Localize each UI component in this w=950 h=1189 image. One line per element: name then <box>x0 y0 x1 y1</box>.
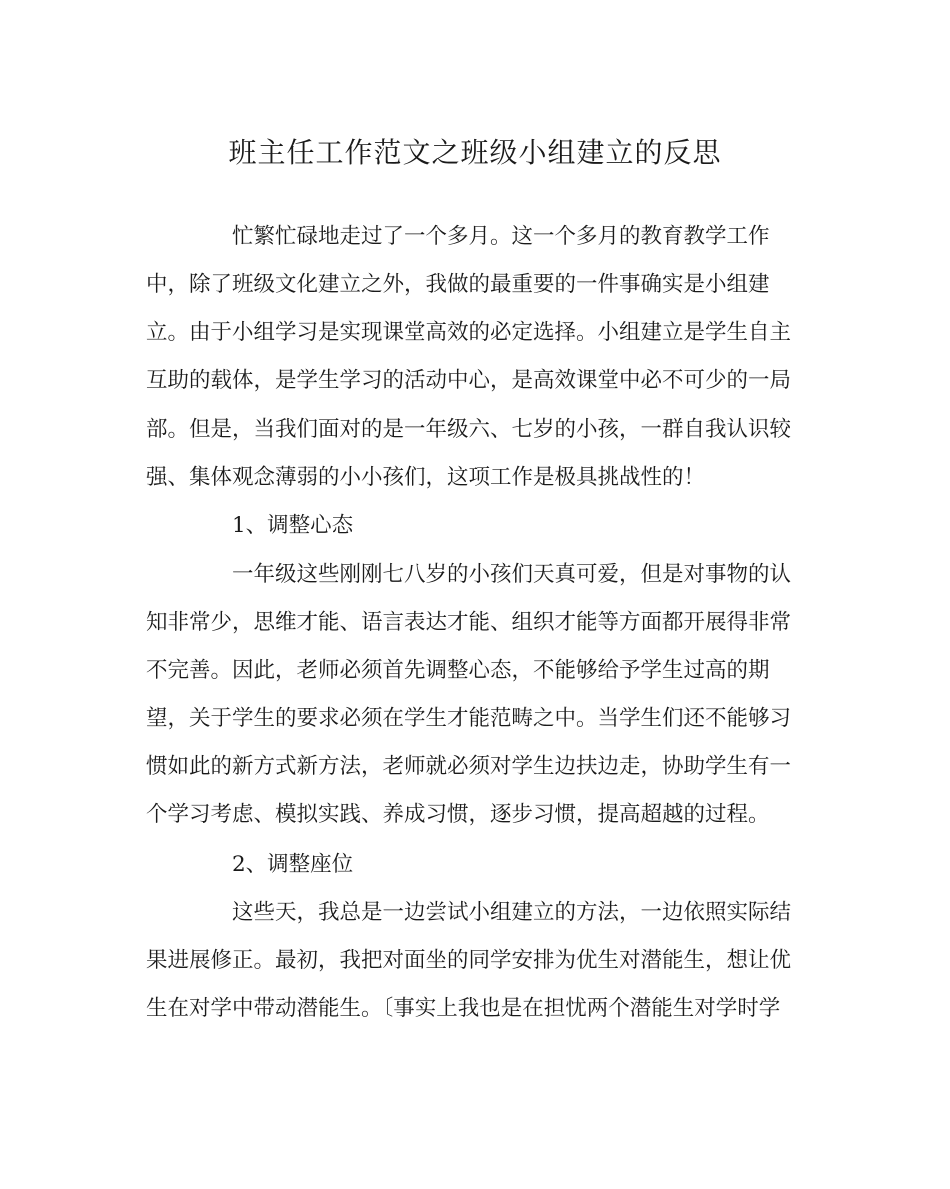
line-text: 忙繁忙碌地走过了一个多月。这一个多月的教育教学工作 <box>232 224 770 249</box>
line-text: 望，关于学生的要求必须在学生才能范畴之中。当学生们还不能够习 <box>146 706 792 731</box>
line-text: 强、集体观念薄弱的小小孩们，这项工作是极具挑战性的！ <box>146 465 706 490</box>
line-text: 生在对学中带动潜能生。〔事实上我也是在担忧两个潜能生对学时学 <box>146 996 781 1021</box>
paragraph-line <box>0 704 950 734</box>
paragraph-line <box>0 752 950 782</box>
line-text: 部。但是，当我们面对的是一年级六、七岁的小孩，一群自我认识较 <box>146 417 792 442</box>
line-text: 不完善。因此，老师必须首先调整心态，不能够给予学生过高的期 <box>146 658 770 683</box>
line-text: 中，除了班级文化建立之外，我做的最重要的一件事确实是小组建 <box>146 272 770 297</box>
paragraph-line <box>0 608 950 638</box>
line-text: 一年级这些刚刚七八岁的小孩们天真可爱，但是对事物的认 <box>232 562 792 587</box>
paragraph-line <box>0 656 950 686</box>
paragraph-line <box>0 270 950 300</box>
paragraph-line <box>0 946 950 976</box>
paragraph-line <box>0 366 950 396</box>
section-heading <box>0 511 950 541</box>
line-text: 2、调整座位 <box>232 852 354 877</box>
paragraph-line <box>0 560 950 590</box>
line-text: 惯如此的新方式新方法，老师就必须对学生边扶边走，协助学生有一 <box>146 754 792 779</box>
section-heading <box>0 850 950 880</box>
paragraph-line <box>0 318 950 348</box>
line-text: 互助的载体，是学生学习的活动中心，是高效课堂中必不可少的一局 <box>146 368 792 393</box>
line-text: 1、调整心态 <box>232 513 354 538</box>
line-text: 个学习考虑、模拟实践、养成习惯，逐步习惯，提高超越的过程。 <box>146 802 770 827</box>
paragraph-line <box>0 463 950 493</box>
line-text: 知非常少，思维才能、语言表达才能、组织才能等方面都开展得非常 <box>146 610 792 635</box>
paragraph-line <box>0 222 950 252</box>
paragraph-line <box>0 800 950 830</box>
line-text: 这些天，我总是一边尝试小组建立的方法，一边依照实际结 <box>232 900 792 925</box>
document-title: 班主任工作范文之班级小组建立的反思 <box>228 136 722 169</box>
paragraph-line <box>0 898 950 928</box>
paragraph-line <box>0 415 950 445</box>
line-text: 果进展修正。最初，我把对面坐的同学安排为优生对潜能生，想让优 <box>146 948 792 973</box>
line-text: 立。由于小组学习是实现课堂高效的必定选择。小组建立是学生自主 <box>146 320 792 345</box>
paragraph-line <box>0 994 950 1024</box>
